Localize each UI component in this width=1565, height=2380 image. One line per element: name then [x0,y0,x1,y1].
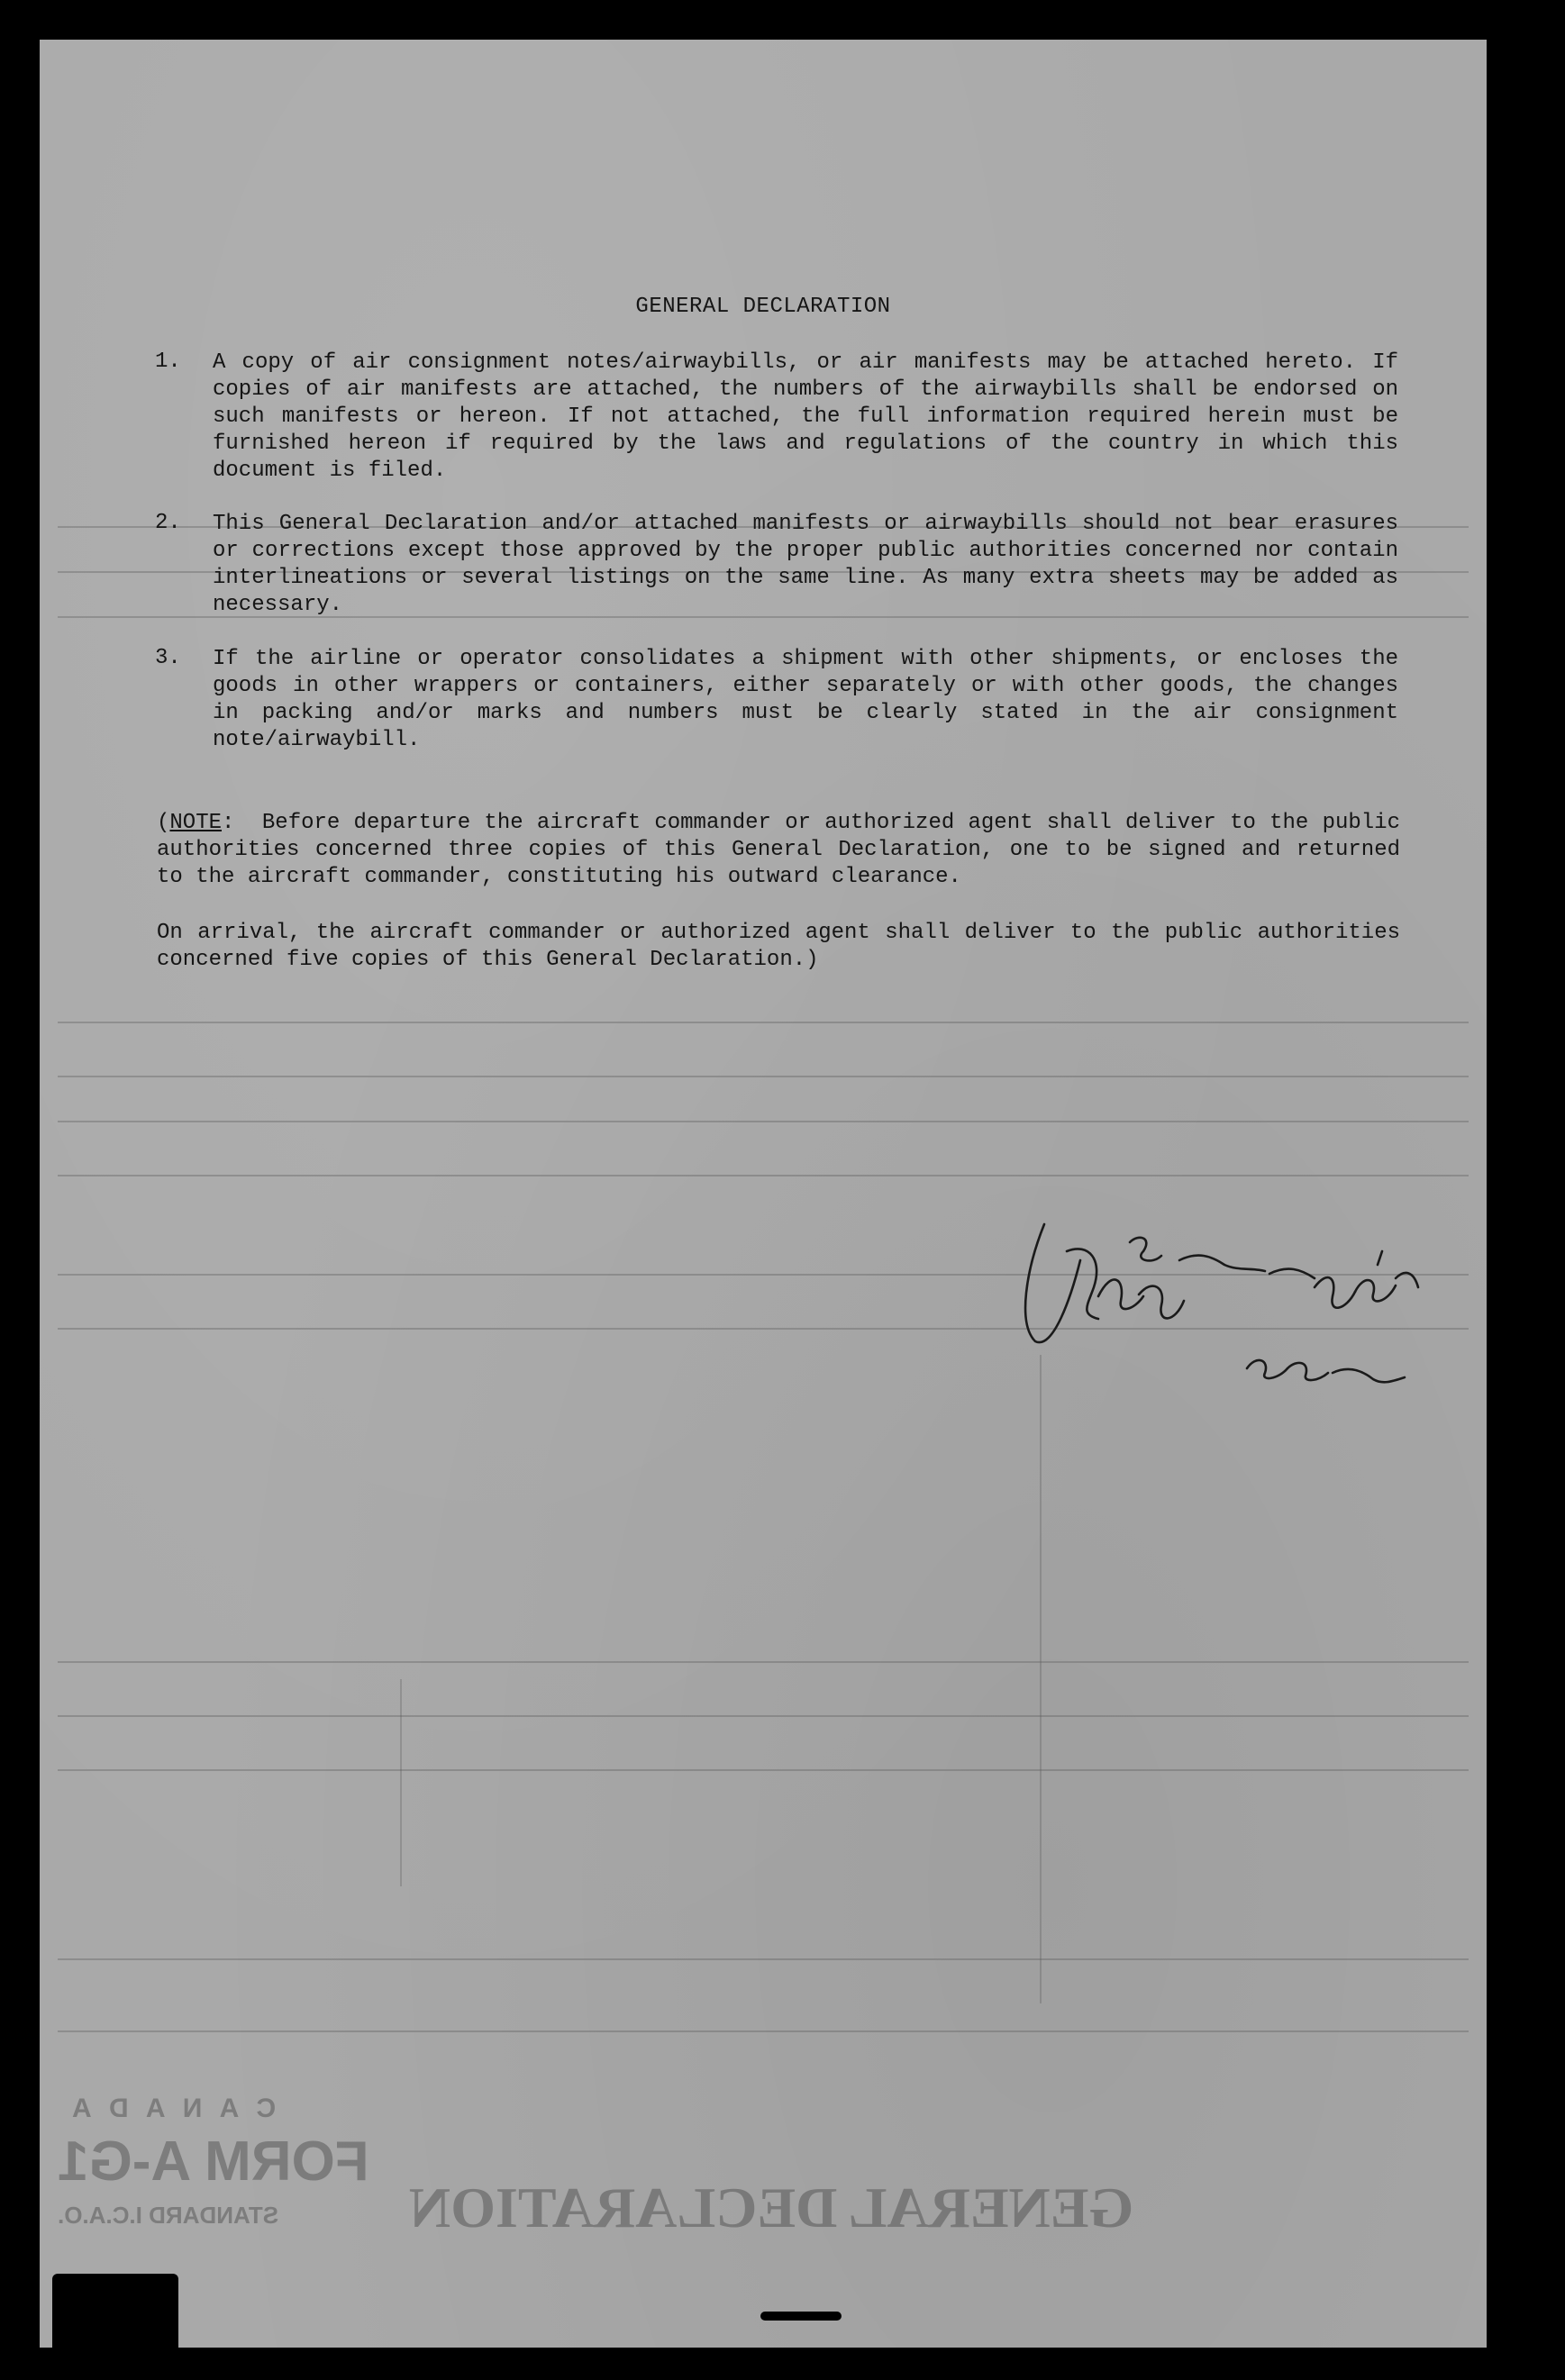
ruled-line [58,1958,1469,1960]
bleed-through-heading: GENERAL DECLARATION [409,2176,1134,2239]
item-text: A copy of air consignment notes/airwaybills, or air manifests may be attached hereto. If copies of air manifests are attached, the numbers of the airwaybills shall be endorsed on such manifests or hereon. If not attached, the full information required herein must be furnished hereon if required by the laws and regulations of the country in which this document is filed. [213,350,1398,483]
ruled-line [58,1022,1469,1023]
ruled-line [58,1076,1469,1077]
item-text: If the airline or operator consolidates a shipment with other shipments, or encloses the goods in other wrappers or containers, either separately or with other goods, the changes in packing and/or marks and numbers must be clearly stated in the air consignment note/airwaybill. [213,647,1398,752]
ruled-column [1040,1355,1042,2003]
declaration-item [155,646,1398,754]
document-sheet [40,40,1487,2348]
ruled-line [58,1715,1469,1717]
note-text: Before departure the aircraft commander or authorized agent shall deliver to the public authorities concerned three copies of this General Declaration, one to be signed and returned to the aircraft commander, constituting his outward clearance. [157,811,1400,889]
declaration-item [155,350,1398,485]
declaration-item [155,511,1398,619]
document-title: GENERAL DECLARATION [635,295,891,319]
departure-note: (NOTE: Before departure the aircraft commander or authorized agent shall deliver to the public authorities concerned three copies of this General Declaration, one to be signed and returned to the aircraft commander, constituting his outward clearance. [157,811,1400,889]
ruled-line [58,1121,1469,1122]
note-label: NOTE [169,811,223,835]
ruled-line [58,2030,1469,2032]
arrival-note: On arrival, the aircraft commander or authorized agent shall deliver to the public authorities concerned five copies of this General Declaration.) [157,921,1400,972]
bleed-through-standard: STANDARD I.C.A.O. [58,2202,279,2229]
item-number: 1. [155,350,181,374]
item-number: 3. [155,646,181,670]
handwritten-signature [1017,1188,1486,1422]
ruled-line [58,1769,1469,1771]
ruled-line [58,1175,1469,1176]
bleed-through-form-number: FORM A-G1 [58,2130,369,2193]
ink-blot [52,2274,178,2348]
ruled-column [400,1679,402,1886]
item-text: This General Declaration and/or attached manifests or airwaybills should not bear erasures or corrections except those approved by the proper public authorities concerned nor contain interlineations or several listings on the same line. As many extra sheets may be added as necessary. [213,512,1398,617]
item-number: 2. [155,511,181,535]
ruled-line [58,1661,1469,1663]
ink-blot [760,2312,842,2321]
bleed-through-country: C A N A D A [67,2094,277,2123]
